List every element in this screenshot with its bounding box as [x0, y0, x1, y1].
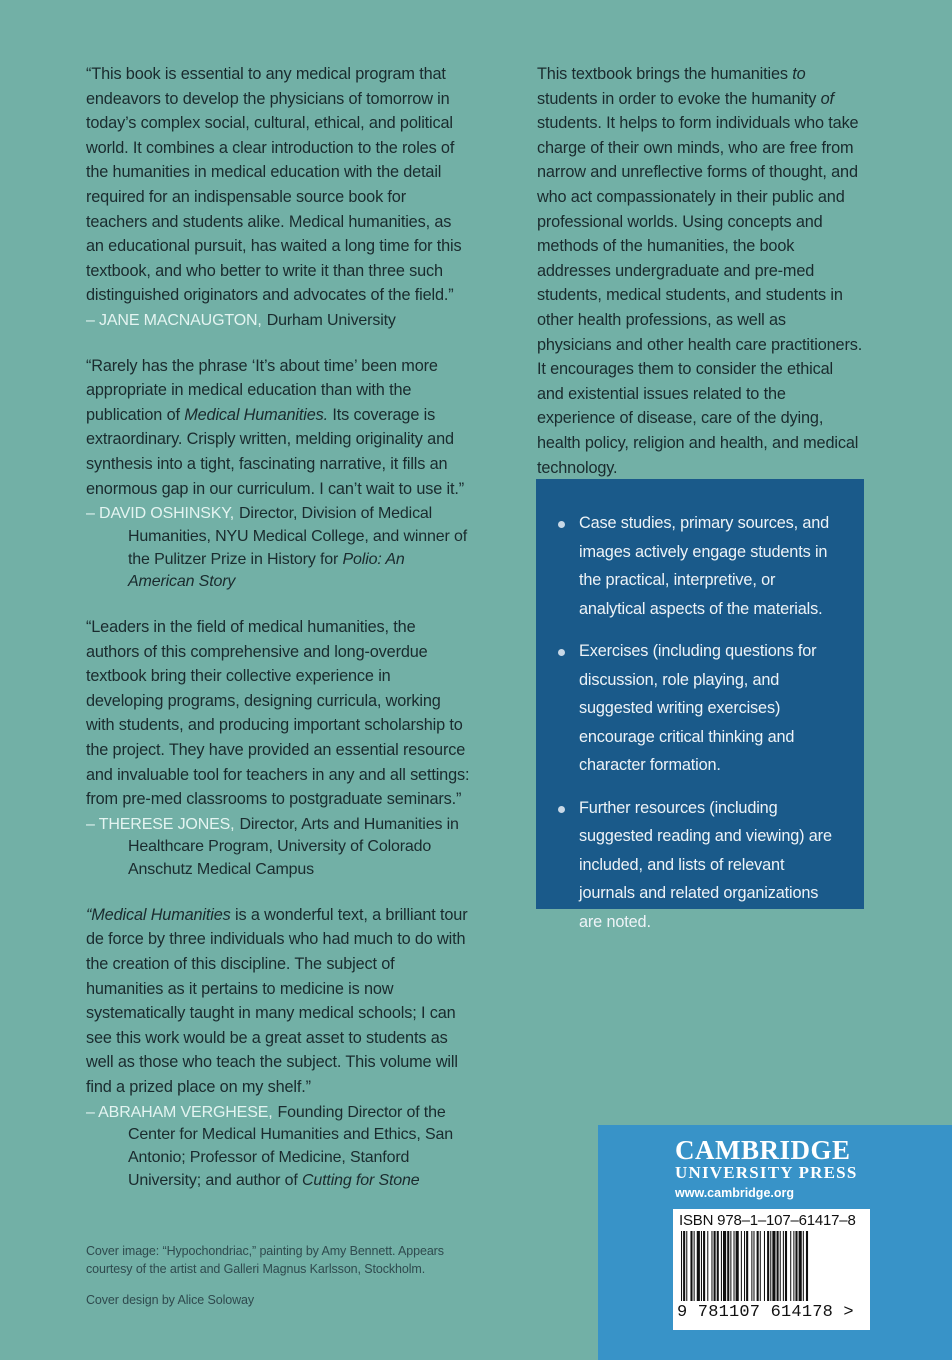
endorsement-quote: “Leaders in the field of medical humanities, the authors of this comprehensive and long-overdue textbook bring their collective experience in developing programs, designing curricula, working with students, and producing important scholarship to the project. They have provided an essential resource and invaluable tool for teachers in any and all settings: from pre-med classrooms to postgraduate seminars.”: [86, 618, 470, 809]
barcode-bar: [744, 1231, 745, 1301]
barcode-bar: [793, 1231, 794, 1301]
endorsement-quote: [86, 354, 470, 502]
barcode-bar: [783, 1231, 784, 1301]
barcode-bar: [780, 1231, 781, 1301]
endorsement-quote: [86, 903, 470, 1100]
endorsement-1: [86, 62, 470, 333]
barcode-bar: [785, 1231, 787, 1301]
barcode-digits: 9 781107 614178 >: [677, 1303, 854, 1322]
barcode-bar: [690, 1231, 692, 1301]
barcode-bar: [770, 1231, 771, 1301]
barcode-bar: [799, 1231, 802, 1301]
endorser-name: – JANE MACNAUGTON,: [86, 311, 262, 329]
endorsements-column: [86, 62, 470, 1192]
feature-item: Further resources (including suggested reading and viewing) are included, and lists of relevant journals and related organizations are noted.: [558, 794, 842, 937]
barcode-bar: [723, 1231, 726, 1301]
bullet-icon: [558, 806, 565, 813]
endorsement-attribution: [86, 310, 470, 333]
quote-text: Its coverage is extraordinary. Crisply written, melding originality and synthesis into a tight, fascinating narrative, it fills an enormous gap in our curriculum. I can’t wait to use it.”: [86, 405, 464, 498]
quote-text: is a wonderful text, a brilliant tour de force by three individuals who had much to do with the creation of this discipline. The subject of humanities as it pertains to medicine is now systematically taught in many medical schools; I can see this work would be a great asset to students as well as those who teach the subject. This volume will find a prized place on my shelf.”: [86, 905, 468, 1097]
features-list: [558, 509, 842, 936]
endorsement-attribution: [86, 814, 470, 882]
barcode-bar: [730, 1231, 731, 1301]
barcode-bar: [760, 1231, 761, 1301]
description-text: This textbook brings the humanities to students in order to evoke the humanity of students. It helps to form individuals who take charge of their own minds, who are free from narrow and unreflective forms of thought, and who act compassionately in their public and professional worlds. Using concepts and methods of the humanities, the book addresses undergraduate and pre-med students, medical students, and students in other health professions, as well as physicians and other health care practitioners. It encourages them to consider the ethical and existential issues related to the experience of disease, care of the dying, health policy, religion and health, and medical technology.: [537, 65, 863, 477]
endorser-name: – THERESE JONES,: [86, 815, 235, 833]
barcode-bar: [751, 1231, 752, 1301]
barcode-bar: [746, 1231, 748, 1301]
endorser-affiliation: Founding Director of the Center for Medical Humanities and Ethics, San Antonio; Professor of Medicine, Stanford University; and author of: [128, 1103, 453, 1189]
barcode-bar: [701, 1231, 702, 1301]
barcode-bar: [795, 1231, 797, 1301]
endorsement-quote: “This book is essential to any medical program that endeavors to develop the physicians of tomorrow in today’s complex social, cultural, ethical, and political world. It combines a clear introduction to the roles of the humanities in medical education with the detail required for an indispensable source book for teachers and students alike. Medical humanities, as an educational pursuit, has waited a long time for this textbook, and who better to write it than three such distinguished originators and advocates of the field.”: [86, 65, 462, 305]
barcode-bar: [757, 1231, 759, 1301]
endorsement-attribution: [86, 503, 470, 594]
cover-image-credit: Cover image: “Hypochondriac,” painting by Amy Bennett. Appears courtesy of the artist and Galleri Magnus Karlsson, Stockholm.: [86, 1244, 444, 1276]
barcode-bar: [714, 1231, 716, 1301]
barcode-bar: [707, 1231, 708, 1301]
bullet-icon: [558, 649, 565, 656]
quote-text: “Rarely has the phrase ‘It’s about time’ been more appropriate in medical education than with the publication of: [86, 356, 438, 424]
feature-item: Exercises (including questions for discussion, role playing, and suggested writing exercises) encourage critical thinking and character formation.: [558, 637, 842, 780]
endorser-affiliation: Director, Division of Medical Humanities, NYU Medical College, and winner of the Pulitzer Prize in History for: [128, 505, 468, 568]
isbn-barcode-panel: [673, 1209, 870, 1330]
publisher-url: www.cambridge.org: [675, 1186, 795, 1200]
cover-credits: [86, 1242, 486, 1309]
endorsement-4: [86, 903, 470, 1193]
barcode-bar: [803, 1231, 804, 1301]
barcode-bar: [697, 1231, 700, 1301]
cover-design-credit: Cover design by Alice Soloway: [86, 1293, 255, 1307]
endorser-affiliation: Director, Arts and Humanities in Healthcare Program, University of Colorado Anschutz Medical Campus: [128, 815, 459, 879]
quote-book-title: Medical Humanities.: [184, 405, 328, 424]
barcode-bar: [711, 1231, 712, 1301]
barcode-bar: [736, 1231, 739, 1301]
bullet-icon: [558, 521, 565, 528]
endorser-name: – DAVID OSHINSKY,: [86, 505, 235, 523]
barcode-bar: [806, 1231, 808, 1301]
barcode-bar: [741, 1231, 742, 1301]
endorser-affiliation: Durham University: [266, 311, 396, 329]
barcode-bar: [734, 1231, 735, 1301]
barcode-bar: [721, 1231, 722, 1301]
barcode-bar: [686, 1231, 687, 1301]
features-box: [536, 479, 864, 931]
barcode-bar: [790, 1231, 791, 1301]
barcode-bar: [703, 1231, 705, 1301]
barcode-bar: [764, 1231, 765, 1301]
barcode-bar: [727, 1231, 729, 1301]
quote-book-title: “Medical Humanities: [86, 905, 231, 924]
barcode-bar: [681, 1231, 682, 1301]
endorsement-2: [86, 354, 470, 594]
feature-item: Case studies, primary sources, and images actively engage students in the practical, interpretive, or analytical aspects of the materials.: [558, 509, 842, 623]
barcode-bar: [683, 1231, 685, 1301]
isbn-label: ISBN 978–1–107–61417–8: [679, 1212, 856, 1229]
publisher-block: [598, 1125, 952, 1360]
barcode-bar: [753, 1231, 754, 1301]
barcode-bar: [767, 1231, 769, 1301]
barcode-bar: [717, 1231, 719, 1301]
publisher-subtitle: UNIVERSITY PRESS: [675, 1163, 858, 1182]
barcode-bar: [772, 1231, 775, 1301]
endorser-name: – ABRAHAM VERGHESE,: [86, 1103, 273, 1121]
endorser-book-title: Cutting for Stone: [301, 1171, 420, 1189]
barcode-bar: [777, 1231, 779, 1301]
endorser-book-title: Polio: An American Story: [128, 550, 405, 591]
publisher-name: CAMBRIDGE: [675, 1135, 851, 1165]
book-description: [537, 62, 863, 480]
endorsement-attribution: [86, 1102, 470, 1193]
endorsement-3: [86, 615, 470, 882]
barcode-graphic: [677, 1231, 866, 1301]
barcode-bar: [694, 1231, 695, 1301]
